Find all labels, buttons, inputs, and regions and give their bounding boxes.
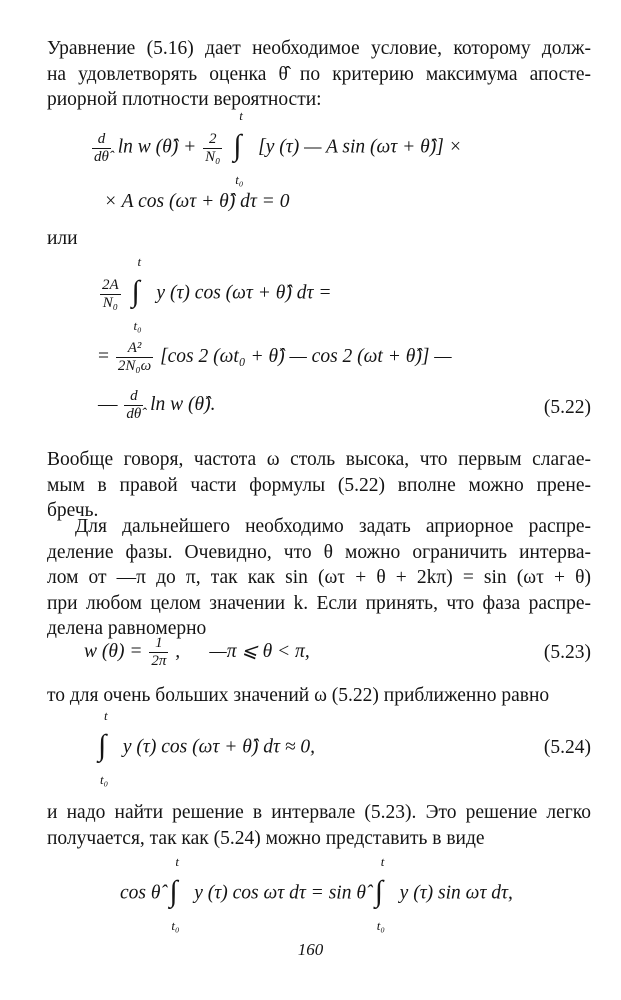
text-line: при любом целом значении k. Если принять, что фаза распре- xyxy=(47,592,591,614)
text-line: Вообще говоря, частота ω столь высока, что первым слагае- xyxy=(47,449,591,470)
text-line: бречь. xyxy=(47,500,99,521)
text-line: на удовлетворять оценка θ̂ по критерию максимума апосте- xyxy=(47,63,591,85)
integral-sign: t ∫ t₀ xyxy=(233,108,244,187)
paragraph-intro xyxy=(47,36,591,113)
equation-number: (5.23) xyxy=(543,642,591,663)
log-term: ln w (θ̂) + xyxy=(117,136,197,158)
integral-sign: t ∫ t₀ xyxy=(131,254,142,333)
paragraph-solution xyxy=(47,800,591,851)
paragraph-approximation xyxy=(47,683,591,709)
integral-sign: t ∫ t₀ xyxy=(374,854,385,933)
integral-sign: t ∫ t₀ xyxy=(98,708,109,787)
coefficient-fraction: $\frac{2}{\text{N₀}}$ xyxy=(205,130,221,165)
text-line: деление фазы. Очевидно, что θ можно ограничить интерва- xyxy=(47,541,591,563)
coefficient-fraction: $\frac{\text{A²}}{\text{2N₀ω}}$ xyxy=(117,340,152,374)
text-line: Для дальнейшего необходимо задать априорное распре- xyxy=(75,516,591,537)
integrand: y (τ) cos (ωτ + θ̂) dτ = xyxy=(156,282,332,304)
text-line: риорной плотности вероятности: xyxy=(47,89,322,110)
integrand: [y (τ) — A sin (ωτ + θ̂)] × xyxy=(258,136,462,158)
equation-map-condition-line1 xyxy=(90,108,462,187)
text-line: мым в правой части формулы (5.22) вполне можно прене- xyxy=(47,474,591,496)
text-line: получается, так как (5.24) можно представить в виде xyxy=(47,827,485,849)
log-term: ln w (θ̂). xyxy=(150,393,216,415)
equation-524 xyxy=(94,708,316,787)
connector-word: или xyxy=(47,228,78,249)
paragraph-frequency-remark xyxy=(47,447,591,524)
text-line: и надо найти решение в интервале (5.23). Это решение легко xyxy=(47,802,591,823)
equation-522-line3: — $\frac{d}{d\thetâ}$ ln w (θ̂). xyxy=(98,388,216,422)
equation-number: (5.24) xyxy=(543,737,591,758)
text-line: лом от —π до π, так как sin (ωτ + θ + 2kπ) = sin (ωτ + θ) xyxy=(47,567,591,588)
equation-522-line1 xyxy=(98,254,332,333)
equation-final: cos θ̂ t ∫ t₀ y (τ) cos ωτ dτ = sin θ̂ t ∫ t₀ y (τ) sin ωτ dτ, xyxy=(120,854,513,933)
derivative-fraction: $\frac{d}{d\thetâ}$ xyxy=(94,130,109,165)
equation-map-condition-line2: × A cos (ωτ + θ̂) dτ = 0 xyxy=(104,191,290,212)
equation-number: (5.22) xyxy=(543,397,591,418)
coefficient-fraction: $\frac{2A}{\text{N₀}}$ xyxy=(102,276,119,311)
cos-difference: [cos 2 (ωt₀ + θ̂) — cos 2 (ωt + θ̂)] — xyxy=(160,345,452,367)
uniform-density-fraction: $\frac{1}{2\pi}$ xyxy=(151,635,167,669)
text-line: делена равномерно xyxy=(47,618,207,639)
equation-522-line2: = $\frac{\text{A²}}{\text{2N₀ω}}$ [cos 2 (ωt₀ + θ̂) — cos 2 (ωt + θ̂)] — xyxy=(98,340,452,374)
derivative-fraction: $\frac{d}{d\thetâ}$ xyxy=(126,388,142,422)
page-number: 160 xyxy=(297,940,324,959)
paragraph-phase-distribution xyxy=(47,514,591,642)
text-line: то для очень больших значений ω (5.22) приближенно равно xyxy=(47,685,550,706)
integral-sign: t ∫ t₀ xyxy=(169,854,180,933)
text-line: Уравнение (5.16) дает необходимое условие, которому долж- xyxy=(47,38,591,59)
integrand: y (τ) cos (ωτ + θ̂) dτ ≈ 0, xyxy=(122,736,316,758)
equation-523: w (θ) = $\frac{1}{2\pi}$ , —π ⩽ θ < π, xyxy=(84,635,310,669)
